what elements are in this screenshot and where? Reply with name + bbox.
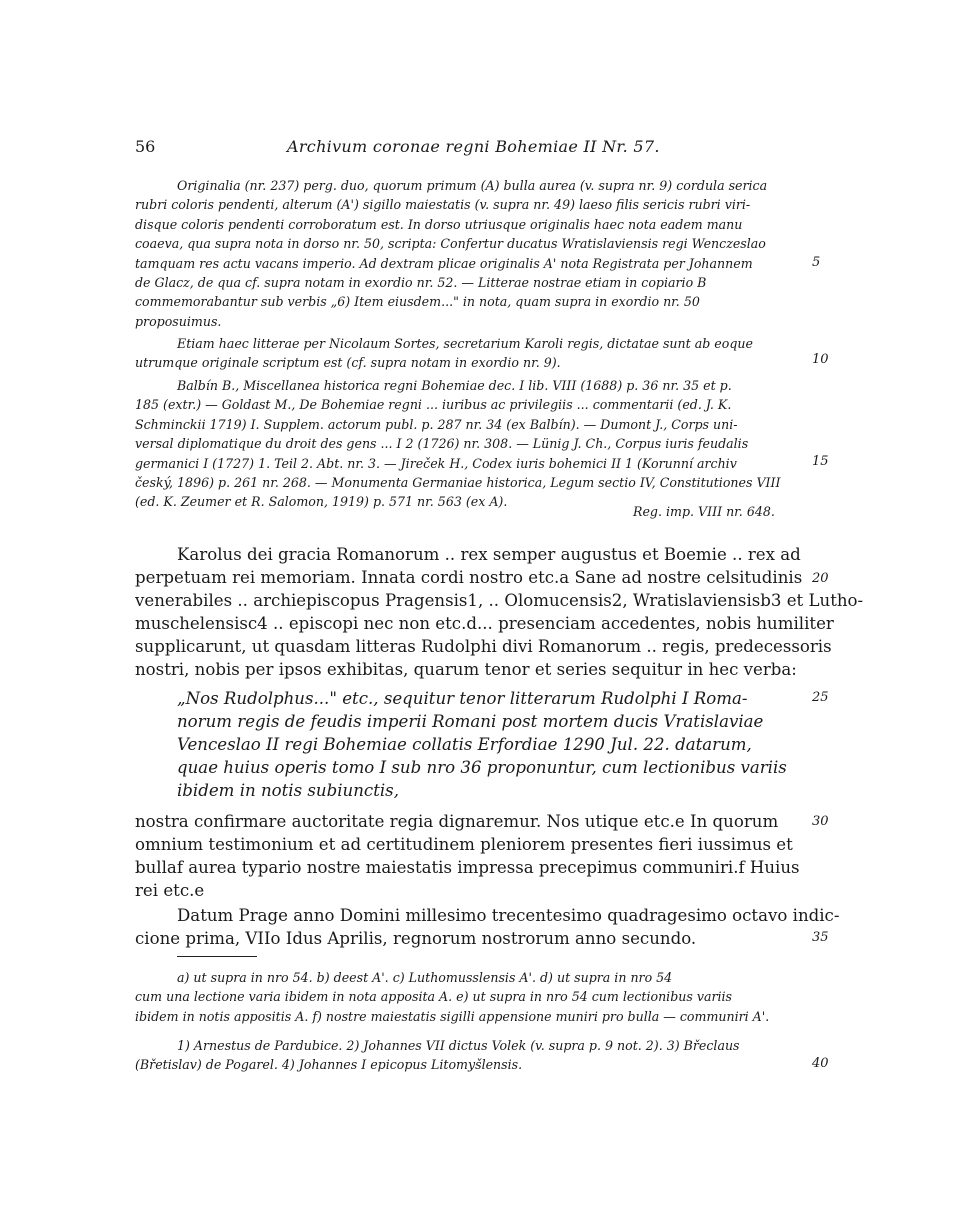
text-line: Originalia (nr. 237) perg. duo, quorum primum (A) bulla aurea (v. supra nr. 9) cordula serica — [177, 178, 768, 193]
text-line: norum regis de feudis imperii Romani post mortem ducis Vratislaviae — [177, 712, 764, 731]
regesta-reference: Reg. imp. VIII nr. 648. — [633, 504, 775, 519]
textual-footnotes — [135, 968, 807, 1026]
line-number: 25 — [812, 690, 829, 705]
text-line: germanici I (1727) 1. Teil 2. Abt. nr. 3. — Jireček H., Codex iuris bohemici II 1 (Korunní archiv — [135, 455, 737, 471]
text-line: Etiam haec litterae per Nicolaum Sortes, secretarium Karoli regis, dictatae sunt ab eoque — [177, 336, 753, 351]
text-line: bullaf aurea typario nostre maiestatis impressa precepimus communiri.f Huius — [135, 858, 800, 877]
running-title: Archivum coronae regni Bohemiae II Nr. 57. — [287, 137, 660, 156]
text-line: rubri coloris pendenti, alterum (A') sigillo maiestatis (v. supra nr. 49) laeso filis sericis rubri viri- — [135, 197, 751, 213]
text-line: 185 (extr.) — Goldast M., De Bohemiae regni ... iuribus ac privilegiis ... commentarii (ed. J. K. — [135, 397, 732, 413]
text-line: cum una lectione varia ibidem in nota apposita A. e) ut supra in nro 54 cum lectionibus variis — [135, 989, 733, 1005]
text-line: Schminckii 1719) I. Supplem. actorum publ. p. 287 nr. 34 (ex Balbín). — Dumont J., Corps uni- — [135, 416, 738, 432]
text-line: Karolus dei gracia Romanorum .. rex semper augustus et Boemie .. rex ad — [177, 545, 801, 564]
text-line: (Břetislav) de Pogarel. 4) Johannes I epicopus Litomyšlensis. — [135, 1057, 523, 1073]
text-line: Venceslao II regi Bohemiae collatis Erfordiae 1290 Jul. 22. datarum, — [177, 735, 752, 754]
text-line: muschelensisc4 .. episcopi nec non etc.d... presenciam accedentes, nobis humiliter — [135, 614, 834, 633]
text-line: supplicarunt, ut quasdam litteras Rudolphi divi Romanorum .. regis, predecessoris — [135, 637, 832, 656]
text-line: 1) Arnestus de Pardubice. 2) Johannes VII dictus Volek (v. supra p. 9 not. 2). 3) Břeclaus — [177, 1038, 740, 1053]
text-line: commemorabantur sub verbis „6) Item eiusdem..." in nota, quam supra in exordio nr. 50 — [135, 294, 700, 310]
apparatus-bibliography — [135, 376, 807, 512]
line-number: 10 — [812, 352, 829, 367]
text-line: omnium testimonium et ad certitudinem pleniorem presentes fieri iussimus et — [135, 835, 793, 854]
text-line: a) ut supra in nro 54. b) deest A'. c) Luthomusslensis A'. d) ut supra in nro 54 — [177, 970, 673, 985]
text-line: quae huius operis tomo I sub nro 36 proponuntur, cum lectionibus variis — [177, 758, 787, 777]
apparatus-dictation-note — [135, 334, 807, 373]
line-number: 20 — [812, 571, 829, 586]
text-line: disque coloris pendenti corroboratum est. In dorso utriusque originalis haec nota eadem manu — [135, 216, 743, 232]
text-line: rei etc.e — [135, 881, 205, 900]
text-line: Datum Prage anno Domini millesimo trecentesimo quadragesimo octavo indic- — [177, 906, 840, 925]
text-line: cione prima, VIIo Idus Aprilis, regnorum nostrorum anno secundo. — [135, 929, 697, 948]
line-number: 35 — [812, 930, 829, 945]
text-line: perpetuam rei memoriam. Innata cordi nostro etc.a Sane ad nostre celsitudinis — [135, 568, 803, 587]
text-line: versal diplomatique du droit des gens ... I 2 (1726) nr. 308. — Lünig J. Ch., Corpus iuris feudalis — [135, 436, 749, 452]
footnote-divider — [177, 956, 257, 957]
text-line: venerabiles .. archiepiscopus Pragensis1, .. Olomucensis2, Wratislaviensisb3 et Lutho- — [135, 591, 864, 610]
text-line: ibidem in notis subiunctis, — [177, 781, 399, 800]
line-number: 30 — [812, 814, 829, 829]
text-line: nostri, nobis per ipsos exhibitas, quarum tenor et series sequitur in hec verba: — [135, 660, 797, 679]
text-line: ibidem in notis appositis A. f) nostre maiestatis sigilli appensione muniri pro bulla — communiri A'. — [135, 1008, 770, 1024]
text-line: tamquam res actu vacans imperio. Ad dextram plicae originalis A' nota Registrata per Johannem — [135, 255, 753, 271]
text-line: (ed. K. Zeumer et R. Salomon, 1919) p. 571 nr. 563 (ex A). — [135, 494, 508, 510]
text-line: český, 1896) p. 261 nr. 268. — Monumenta Germaniae historica, Legum sectio IV, Constitutiones VIII — [135, 475, 781, 491]
inserted-document-note — [177, 687, 787, 802]
text-line: coaeva, qua supra nota in dorso nr. 50, scripta: Confertur ducatus Wratislaviensis regi Wenczeslao — [135, 236, 766, 252]
text-line: Balbín B., Miscellanea historica regni Bohemiae dec. I lib. VIII (1688) p. 36 nr. 35 et p. — [177, 378, 732, 393]
text-line: de Glacz, de qua cf. supra notam in exordio nr. 52. — Litterae nostrae etiam in copiario B — [135, 275, 707, 291]
page-header — [135, 137, 807, 159]
page-number: 56 — [135, 137, 156, 156]
text-line: nostra confirmare auctoritate regia dignaremur. Nos utique etc.e In quorum — [135, 812, 779, 831]
charter-text-confirmation — [135, 810, 807, 902]
text-line: utrumque originale scriptum est (cf. supra notam in exordio nr. 9). — [135, 355, 561, 371]
line-number: 15 — [812, 454, 829, 469]
text-line: proposuimus. — [135, 313, 222, 329]
apparatus-description — [135, 176, 807, 331]
text-line: „Nos Rudolphus..." etc., sequitur tenor litterarum Rudolphi I Roma- — [177, 689, 748, 708]
explanatory-footnotes — [135, 1036, 807, 1075]
line-number: 40 — [812, 1056, 829, 1071]
line-number: 5 — [812, 255, 821, 270]
